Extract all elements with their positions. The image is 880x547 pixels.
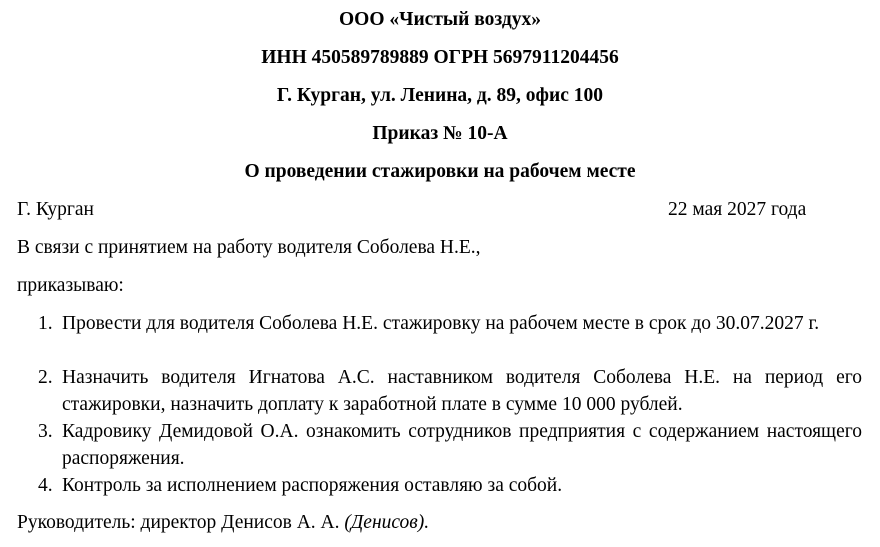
signature-signed: (Денисов).	[344, 512, 430, 533]
list-item	[38, 364, 862, 418]
signature-label: Руководитель: директор Денисов А. А.	[17, 512, 340, 533]
list-item	[38, 472, 862, 499]
list-item-text: Назначить водителя Игнатова А.С. наставником водителя Соболева Н.Е. на период его стажировки, назначить доплату к заработной плате в сумме 10 000 рублей.	[62, 367, 862, 415]
order-reason: В связи с принятием на работу водителя Соболева Н.Е.,	[17, 237, 481, 258]
list-item	[38, 310, 862, 337]
list-item-number: 1.	[38, 313, 53, 334]
order-word: приказываю:	[17, 275, 124, 296]
company-address: Г. Курган, ул. Ленина, д. 89, офис 100	[276, 85, 604, 106]
list-item-number: 3.	[38, 421, 53, 442]
list-item-text: Провести для водителя Соболева Н.Е. стажировку на рабочем месте в срок до 30.07.2027 г.	[62, 313, 820, 334]
company-ids: ИНН 450589789889 ОГРН 5697911204456	[261, 47, 619, 68]
order-number: Приказ № 10-А	[372, 123, 508, 144]
order-date: 22 мая 2027 года	[668, 199, 807, 220]
list-item-number: 4.	[38, 475, 53, 496]
company-name: ООО «Чистый воздух»	[339, 9, 541, 30]
list-item-number: 2.	[38, 367, 53, 388]
list-item-text: Контроль за исполнением распоряжения оставляю за собой.	[62, 475, 563, 496]
list-item-text: Кадровику Демидовой О.А. ознакомить сотрудников предприятия с содержанием настоящего распоряжения.	[62, 421, 862, 469]
signature-line	[17, 511, 429, 535]
order-subject: О проведении стажировки на рабочем месте	[244, 161, 636, 182]
order-city: Г. Курган	[17, 199, 94, 220]
list-item	[38, 418, 862, 472]
